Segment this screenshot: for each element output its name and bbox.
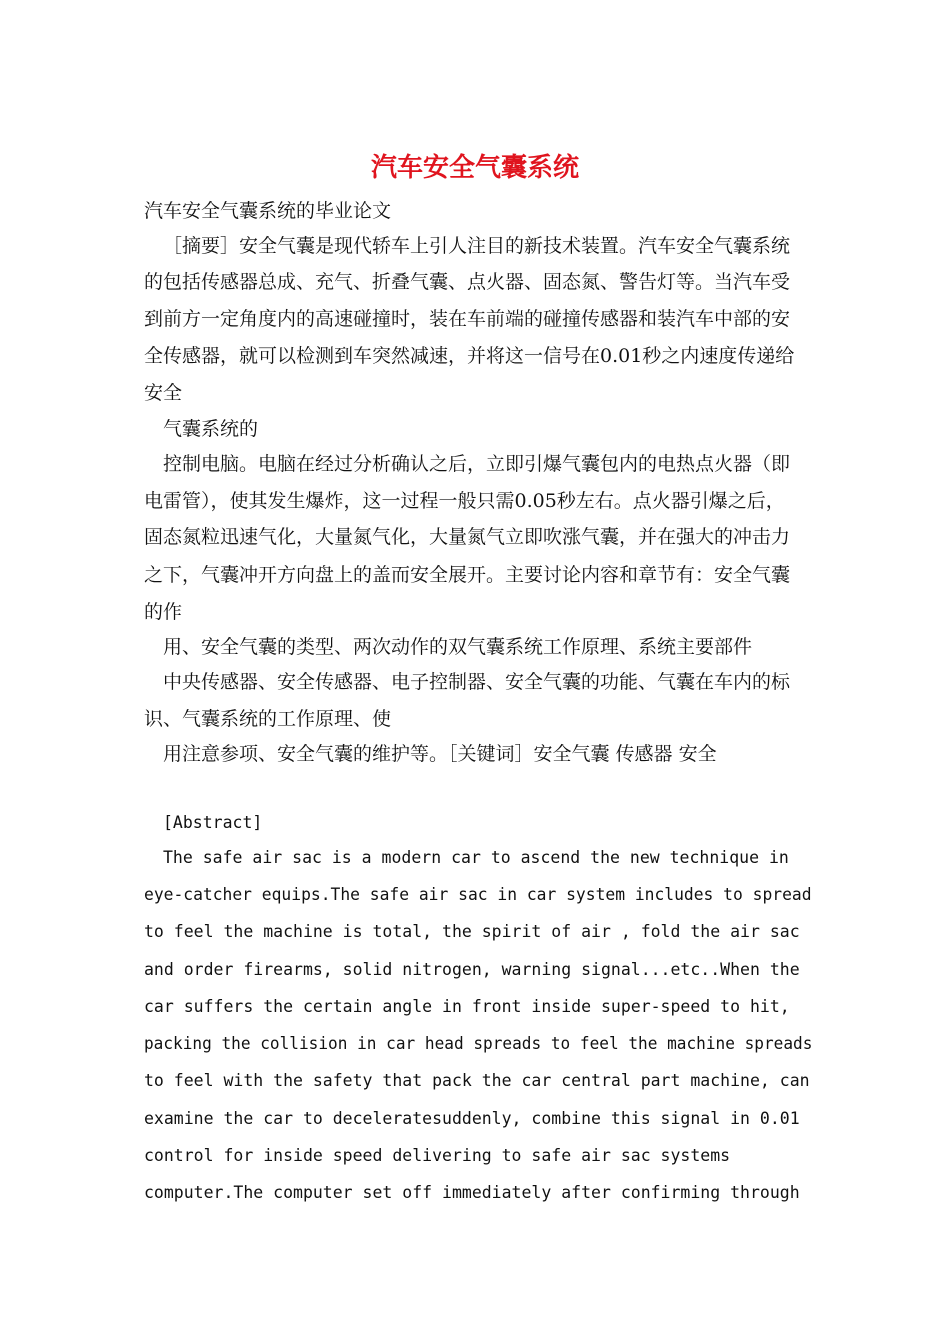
- abstract-en-line: packing the collision in car head spreads to feel the machine spreads: [144, 1034, 813, 1053]
- abstract-en-line: examine the car to deceleratesuddenly, combine this signal in 0.01: [144, 1109, 800, 1128]
- document-title: 汽车安全气囊系统: [370, 153, 579, 183]
- abstract-en-line: to feel the machine is total, the spirit of air , fold the air sac: [144, 922, 800, 941]
- abstract-cn-line: 安全: [144, 382, 183, 404]
- abstract-cn-line: 的包括传感器总成、充气、折叠气囊、点火器、固态氮、警告灯等。当汽车受: [144, 271, 791, 293]
- abstract-en-line: and order firearms, solid nitrogen, warning signal...etc..When the: [144, 960, 800, 979]
- document-subtitle: 汽车安全气囊系统的毕业论文: [144, 200, 392, 222]
- abstract-cn-line: 中央传感器、安全传感器、电子控制器、安全气囊的功能、气囊在车内的标: [163, 671, 791, 693]
- abstract-cn-line: 用、安全气囊的类型、两次动作的双气囊系统工作原理、系统主要部件: [163, 636, 753, 658]
- abstract-en-line: eye-catcher equips.The safe air sac in car system includes to spread: [144, 885, 812, 904]
- abstract-cn-line: 之下，气囊冲开方向盘上的盖而安全展开。主要讨论内容和章节有：安全气囊: [144, 564, 791, 586]
- abstract-cn-line: 固态氮粒迅速气化，大量氮气化，大量氮气立即吹涨气囊，并在强大的冲击力: [144, 526, 791, 548]
- abstract-cn-line: 全传感器，就可以检测到车突然减速，并将这一信号在0.01秒之内速度传递给: [144, 345, 795, 367]
- abstract-cn-line: ［摘要］安全气囊是现代轿车上引人注目的新技术装置。汽车安全气囊系统: [163, 235, 791, 257]
- abstract-en-line: to feel with the safety that pack the car central part machine, can: [144, 1071, 810, 1090]
- abstract-cn-line: 到前方一定角度内的高速碰撞时，装在车前端的碰撞传感器和装汽车中部的安: [144, 308, 791, 330]
- abstract-en-line: control for inside speed delivering to safe air sac systems: [144, 1146, 731, 1165]
- abstract-cn-line: 的作: [144, 601, 183, 623]
- abstract-en-line: car suffers the certain angle in front inside super-speed to hit,: [144, 997, 790, 1016]
- keywords-line: 用注意参项、安全气囊的维护等。［关键词］安全气囊 传感器 安全: [163, 743, 717, 765]
- abstract-en-heading: [Abstract]: [163, 813, 263, 832]
- abstract-cn-line: 电雷管），使其发生爆炸，这一过程一般只需0.05秒左右。点火器引爆之后，: [144, 490, 785, 512]
- abstract-cn-line: 识、气囊系统的工作原理、使: [144, 708, 392, 730]
- abstract-cn-line: 气囊系统的: [163, 418, 259, 440]
- abstract-en-line: computer.The computer set off immediately after confirming through: [144, 1183, 800, 1202]
- abstract-en-line: The safe air sac is a modern car to ascend the new technique in: [163, 848, 789, 867]
- abstract-cn-line: 控制电脑。电脑在经过分析确认之后，立即引爆气囊包内的电热点火器（即: [163, 453, 791, 475]
